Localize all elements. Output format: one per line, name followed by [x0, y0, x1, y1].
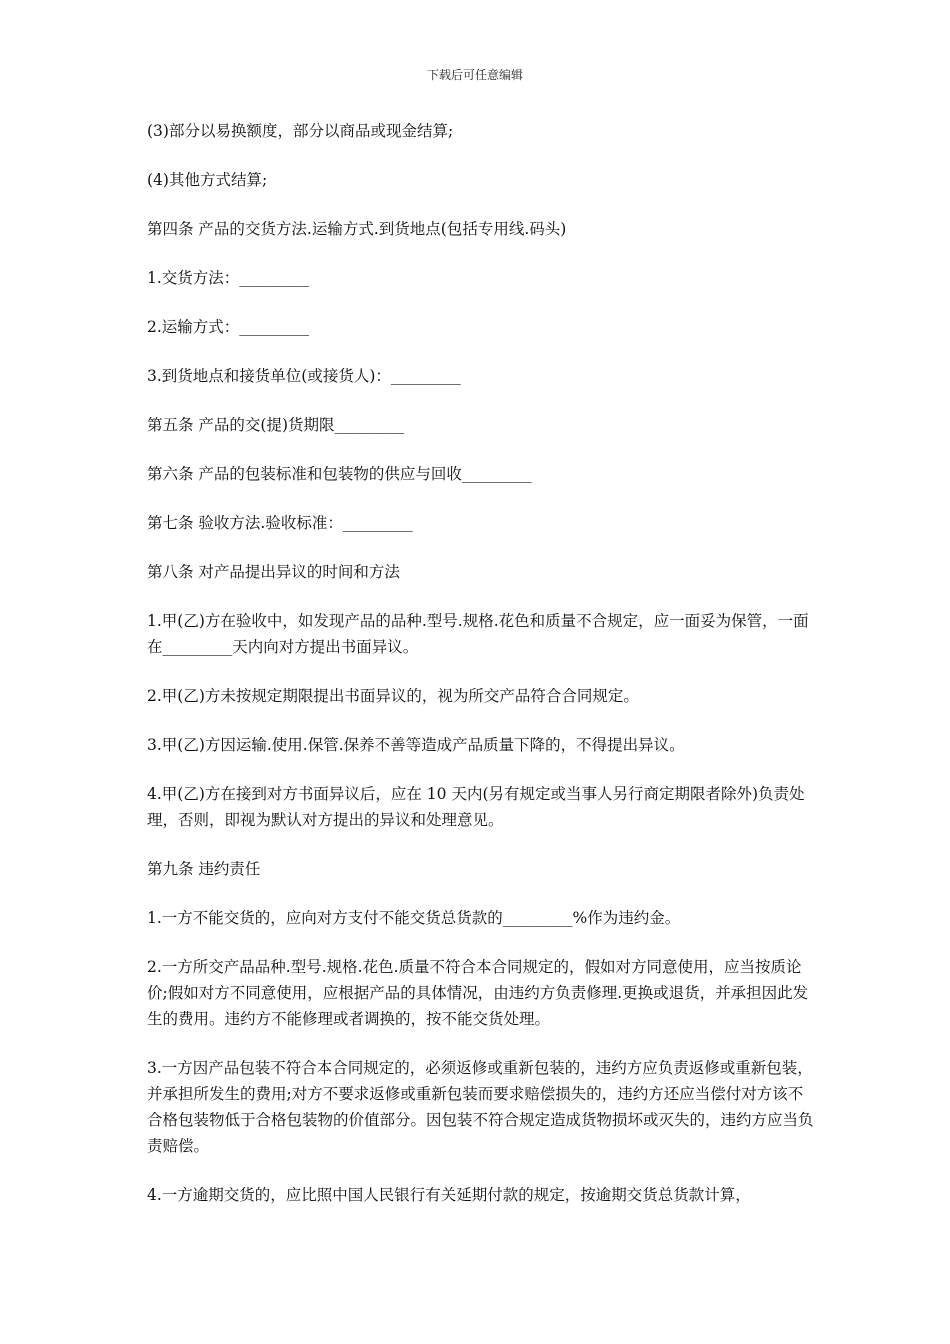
section-heading: 第八条 对产品提出异议的时间和方法 — [147, 563, 400, 581]
section-heading: 第五条 产品的交(提)货期限_________ — [147, 416, 405, 434]
paragraph: 3.甲(乙)方因运输.使用.保管.保养不善等造成产品质量下降的，不得提出异议。 — [147, 736, 685, 754]
paragraph: 1.甲(乙)方在验收中，如发现产品的品种.型号.规格.花色和质量不合规定，应一面妥为保管，一面在_________天内向对方提出书面异议。 — [147, 612, 809, 656]
paragraph: 2.甲(乙)方未按规定期限提出书面异议的，视为所交产品符合合同规定。 — [147, 687, 639, 705]
paragraph: (4)其他方式结算; — [147, 171, 268, 189]
paragraph: 3.到货地点和接货单位(或接货人)：_________ — [147, 367, 461, 385]
section-heading: 第七条 验收方法.验收标准：_________ — [147, 514, 413, 532]
page-header: 下载后可任意编辑 — [426, 68, 523, 82]
paragraph: (3)部分以易换额度，部分以商品或现金结算; — [147, 122, 454, 140]
section-heading: 第六条 产品的包装标准和包装物的供应与回收_________ — [147, 465, 532, 483]
paragraph: 2.一方所交产品品种.型号.规格.花色.质量不符合本合同规定的，假如对方同意使用，应当按质论价;假如对方不同意使用，应根据产品的具体情况，由违约方负责修理.更换或退货，并承担因此发生的费用。违约方不能修理或者调换的，按不能交货处理。 — [147, 958, 809, 1028]
paragraph: 4.一方逾期交货的，应比照中国人民银行有关延期付款的规定，按逾期交货总货款计算， — [147, 1186, 751, 1204]
paragraph: 4.甲(乙)方在接到对方书面异议后，应在 10 天内(另有规定或当事人另行商定期限者除外)负责处理，否则，即视为默认对方提出的异议和处理意见。 — [147, 785, 805, 829]
paragraph: 2.运输方式：_________ — [147, 318, 310, 336]
document-body — [147, 118, 815, 1231]
paragraph: 3.一方因产品包装不符合本合同规定的，必须返修或重新包装的，违约方应负责返修或重新包装，并承担所发生的费用;对方不要求返修或重新包装而要求赔偿损失的，违约方还应当偿付对方该不合格包装物低于合格包装物的价值部分。因包装不符合规定造成货物损坏或灭失的，违约方应当负责赔偿。 — [147, 1059, 814, 1155]
section-heading: 第九条 违约责任 — [147, 860, 261, 878]
section-heading: 第四条 产品的交货方法.运输方式.到货地点(包括专用线.码头) — [147, 220, 567, 238]
paragraph: 1.交货方法：_________ — [147, 269, 310, 287]
paragraph: 1.一方不能交货的，应向对方支付不能交货总货款的_________%作为违约金。 — [147, 909, 681, 927]
